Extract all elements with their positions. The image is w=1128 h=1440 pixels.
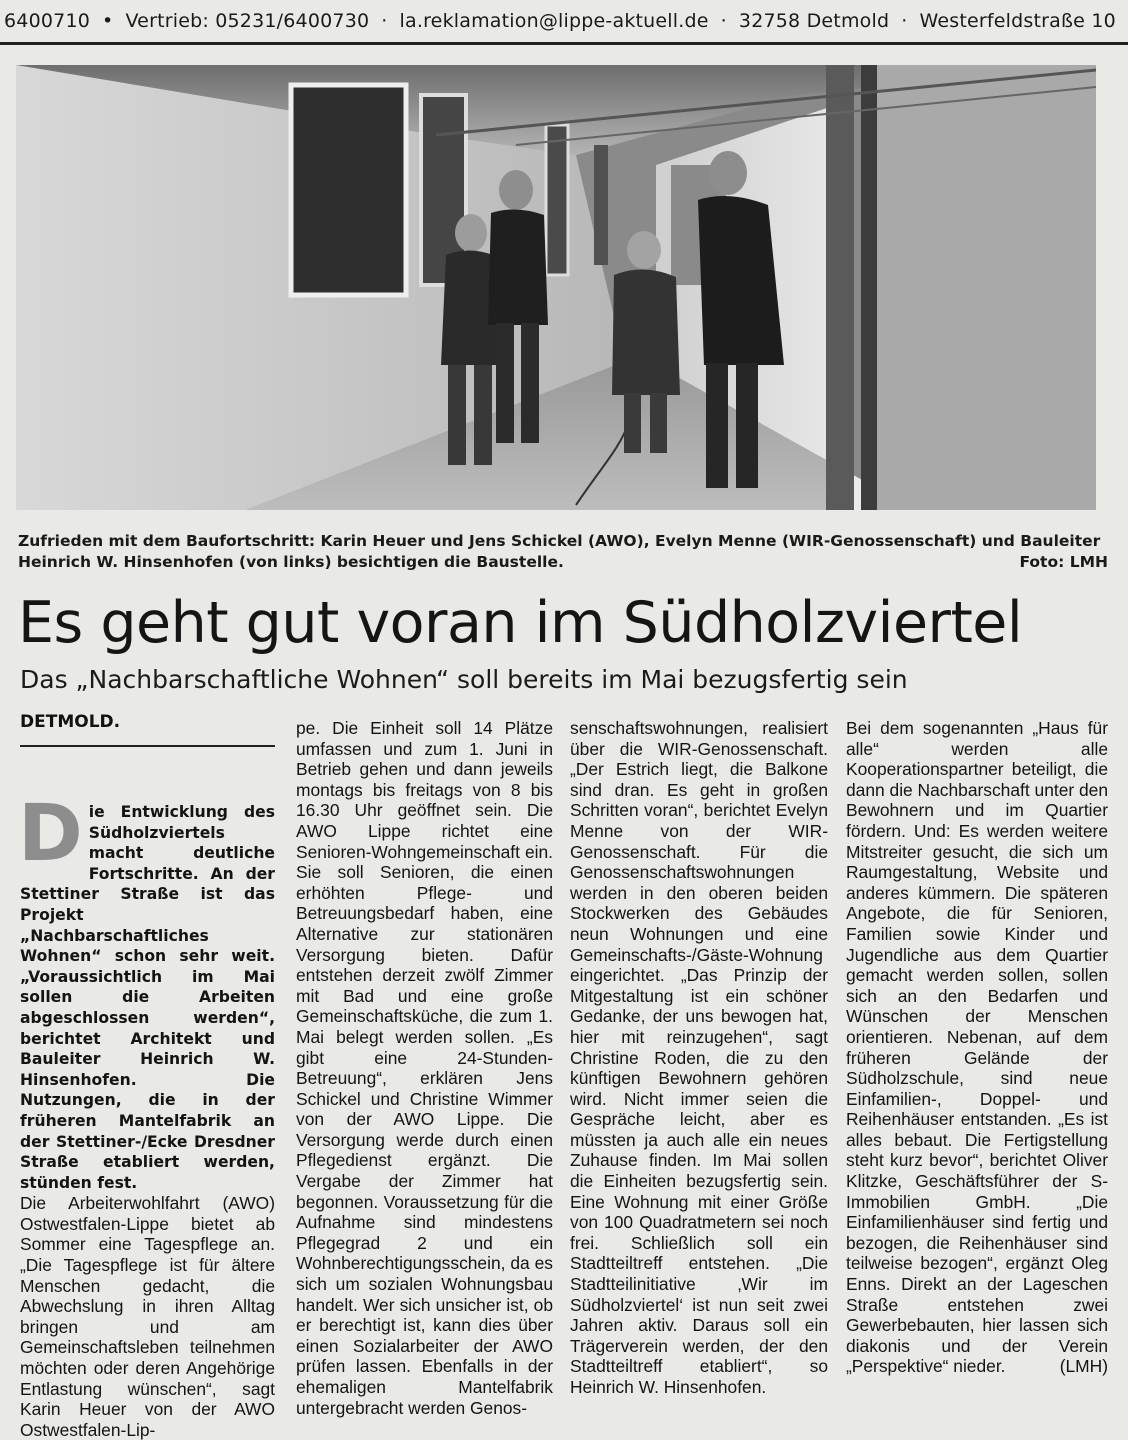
phone-number: 6400710 <box>4 10 91 32</box>
article-column-4 <box>846 718 1108 1377</box>
contact-strip <box>0 0 1128 42</box>
bullet-separator: • <box>102 10 114 32</box>
author-tag: (LMH) <box>1059 1356 1108 1377</box>
article-photo <box>16 65 1096 510</box>
postcode-city: 32758 Detmold <box>738 10 890 32</box>
lead-paragraph <box>18 789 275 1193</box>
article-column-2 <box>296 718 553 1418</box>
vertrieb-phone: Vertrieb: 05231/6400730 <box>125 10 370 32</box>
dot-separator: · <box>720 10 727 32</box>
photo-illustration <box>16 65 1096 510</box>
street-address: Westerfeldstraße 10 <box>919 10 1116 32</box>
dateline-rule <box>20 745 275 747</box>
body-text: Bei dem sogenannten „Haus für alle“ werden alle Kooperationspartner beteiligt, die dann die Nachbarschaft unter den Bewohnern und im Quartier fördern. Und: Es werden weitere Mitstreiter gesucht, die sich um Raumgestaltung, Website und anderes kümmern. Die späteren Angebote, die für Senioren, Familien sowie Kinder und Jugendliche aus dem Quartier gemacht werden sollen, sollen sich an den Bedarfen und Wünschen der Menschen orientieren. Nebenan, auf dem früheren Gelände der Südholzschule, sind neue Einfamilien-, Doppel- und Reihenhäuser entstanden. „Es ist alles bebaut. Die Fertigstellung steht kurz bevor“, berichtet Oliver Klitzke, Geschäftsführer der S-Immobilien GmbH. „Die Einfamilienhäuser sind fertig und bezogen, die Reihenhäuser sind teilweise bezogen“, ergänzt Oleg Enns. Direkt an der Lageschen Straße entstehen zwei Gewerbebauten, hier lassen sich diakonis und der Verein „Perspektive“ nieder. <box>846 718 1109 1377</box>
dot-separator: · <box>901 10 908 32</box>
photo-credit: Foto: LMH <box>1019 553 1108 571</box>
dateline: DETMOLD. <box>20 712 121 732</box>
email-address: la.reklamation@lippe-aktuell.de <box>399 10 709 32</box>
body-paragraph: pe. Die Einheit soll 14 Plätze umfassen und zum 1. Juni in Betrieb gehen und dann jeweils montags bis freitags von 8 bis 16.30 Uhr geöffnet sein. Die AWO Lippe richtet eine Senioren-Wohngemeinschaft ein. Sie soll Senioren, die einen erhöhten Pflege- und Betreuungsbedarf haben, eine Alternative zur stationären Versorgung bieten. Dafür entstehen derzeit zwölf Zimmer mit Bad und eine große Gemeinschaftsküche, die zum 1. Mai belegt werden sollen. „Es gibt eine 24-Stunden-Betreuung“, erklären Jens Schickel und Christine Wimmer von der AWO Lippe. Die Versorgung werde durch einen Pflegedienst ergänzt. Die Vergabe der Zimmer hat begonnen. Voraussetzung für die Aufnahme sind mindestens Pflegegrad 2 und ein Wohnberechtigungsschein, da es sich um sozialen Wohnungsbau handelt. Wer sich unsicher ist, ob er berechtigt ist, kann dies über einen Sozialarbeiter der AWO prüfen lassen. Ebenfalls in der ehemaligen Mantelfabrik untergebracht werden Genos- <box>296 718 553 1418</box>
article-column-3 <box>570 718 828 1398</box>
dot-separator: · <box>381 10 388 32</box>
header-rule <box>0 42 1128 45</box>
article-headline: Es geht gut voran im Südholzviertel <box>18 590 1023 656</box>
lead-text: ie Entwicklung des Südholzviertels macht deutliche Fortschritte. An der Stettiner Straße ist das Projekt „Nachbarschaftliches Wohnen“ schon sehr weit. „Voraussichtlich im Mai sollen die Arbeiten abgeschlossen werden“, berichtet Architekt und Bauleiter Heinrich W. Hinsenhofen. Die Nutzungen, die in der früheren Mantelfabrik an der Stettiner-/Ecke Dresdner Straße etabliert werden, stünden fest. <box>20 803 275 1192</box>
caption-text: Zufrieden mit dem Baufortschritt: Karin Heuer und Jens Schickel (AWO), Evelyn Menne (WIR-Genossenschaft) und Bauleiter Heinrich W. Hinsenhofen (von links) besichtigen die Baustelle. <box>18 532 1101 571</box>
body-paragraph: Die Arbeiterwohlfahrt (AWO) Ostwestfalen-Lippe bietet ab Sommer eine Tagespflege an. „Die Tagespflege ist für ältere Menschen gedacht, die Abwechslung in ihren Alltag bringen und am Gemeinschaftsleben teilnehmen möchten oder deren Angehörige Entlastung wünschen“, sagt Karin Heuer von der AWO Ostwestfalen-Lip- <box>20 1193 275 1440</box>
article-column-1 <box>18 789 275 1440</box>
drop-cap: D <box>18 789 83 879</box>
article-subheadline: Das „Nachbarschaftliche Wohnen“ soll bereits im Mai bezugsfertig sein <box>20 665 908 694</box>
photo-caption <box>18 531 1108 573</box>
body-paragraph <box>846 718 1108 1377</box>
body-paragraph: senschaftswohnungen, realisiert über die WIR-Genossenschaft. „Der Estrich liegt, die Balkone sind dran. Es geht in großen Schritten voran“, berichtet Evelyn Menne von der WIR-Genossenschaft. Für die Genossenschaftswohnungen werden in den oberen beiden Stockwerken des Gebäudes neun Wohnungen und eine Gemeinschafts-/Gäste-Wohnung eingerichtet. „Das Prinzip der Mitgestaltung ist ein schöner Gedanke, der uns bewogen hat, hier mit reinzugehen“, sagt Christine Roden, die zu den künftigen Bewohnern gehören wird. Nicht immer seien die Gespräche leicht, aber es müssten ja auch alle ein neues Zuhause finden. Im Mai sollen die Einheiten bezugsfertig sein. Eine Wohnung mit einer Größe von 100 Quadratmetern sei noch frei. Schließlich soll ein Stadtteiltreff entstehen. „Die Stadtteilinitiative ‚Wir im Südholzviertel‘ ist nun seit zwei Jahren aktiv. Daraus soll ein Trägerverein werden, der den Stadtteiltreff etabliert“, so Heinrich W. Hinsenhofen. <box>570 718 828 1397</box>
